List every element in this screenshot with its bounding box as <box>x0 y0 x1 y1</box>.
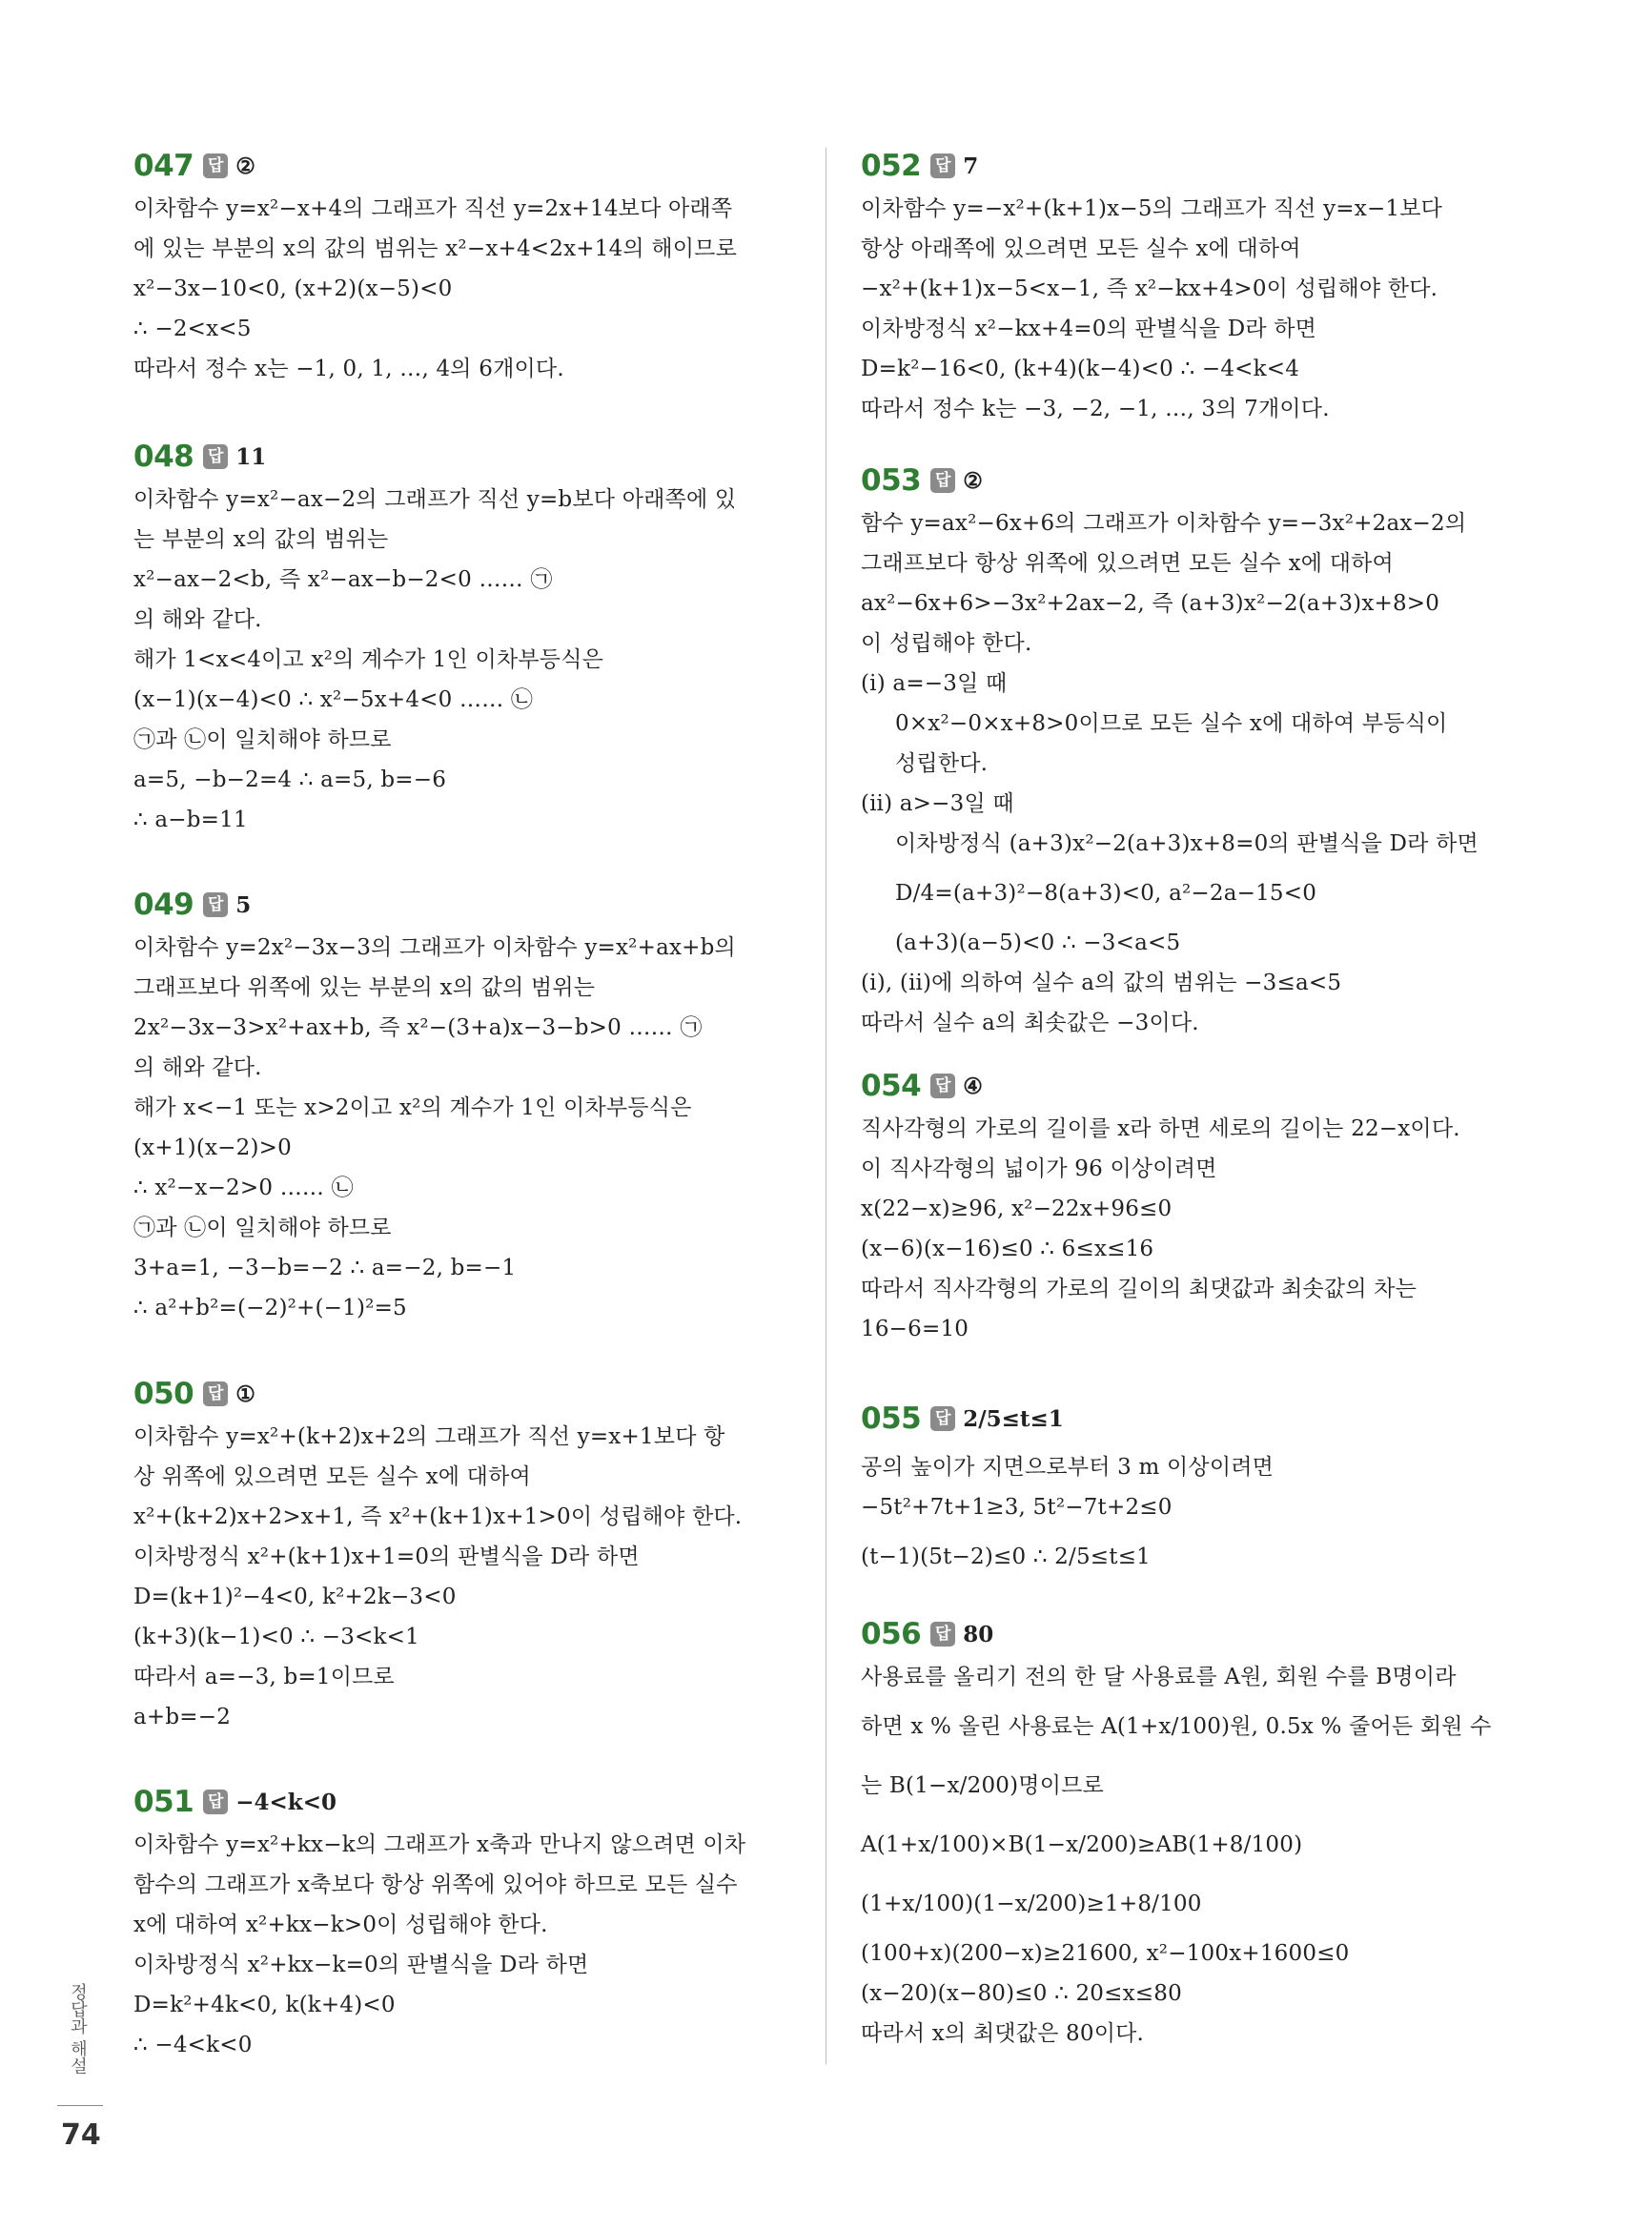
solution-line: 이차함수 y=−x²+(k+1)x−5의 그래프가 직선 y=x−1보다 <box>861 196 1443 221</box>
problem-number: 053 <box>861 463 922 498</box>
answer-badge: 답 <box>930 153 955 178</box>
solution-line: 함수의 그래프가 x축보다 항상 위쪽에 있어야 하므로 모든 실수 <box>133 1872 738 1897</box>
section-side-label: 정답과 해설 <box>68 1983 88 2075</box>
solution-line: x에 대하여 x²+kx−k>0이 성립해야 한다. <box>133 1913 548 1937</box>
solution-line: x(22−x)≥96, x²−22x+96≤0 <box>861 1197 1173 1221</box>
solution-line: A(1+x/100)×B(1−x/200)≥AB(1+8/100) <box>861 1832 1303 1857</box>
answer-badge: 답 <box>203 1381 228 1406</box>
solution-line: ax²−6x+6>−3x²+2ax−2, 즉 (a+3)x²−2(a+3)x+8>0 <box>861 591 1440 616</box>
solution-line: x²−3x−10<0, (x+2)(x−5)<0 <box>133 276 453 301</box>
solution-line: D=(k+1)²−4<0, k²+2k−3<0 <box>133 1585 457 1609</box>
problem-number: 055 <box>861 1401 922 1436</box>
problem-header <box>861 458 1528 503</box>
solution-line: 따라서 x의 최댓값은 80이다. <box>861 2021 1145 2046</box>
solution-line: 의 해와 같다. <box>133 1055 262 1080</box>
solution-line: ∴ −2<x<5 <box>133 317 252 341</box>
solution-line: 이차함수 y=x²−ax−2의 그래프가 직선 y=b보다 아래쪽에 있 <box>133 487 737 512</box>
problem-header <box>133 434 791 480</box>
answer-badge: 답 <box>930 468 955 493</box>
solution-line: (a+3)(a−5)<0 ∴ −3<a<5 <box>895 931 1181 955</box>
solution-line: (t−1)(5t−2)≤0 ∴ 2/5≤t≤1 <box>861 1545 1152 1569</box>
answer-badge: 답 <box>203 444 228 469</box>
solution-line: 따라서 실수 a의 최솟값은 −3이다. <box>861 1011 1199 1035</box>
problem-052 <box>861 143 1528 429</box>
solution-line: 이 직사각형의 넓이가 96 이상이려면 <box>861 1156 1217 1181</box>
problem-056 <box>861 1611 1528 2054</box>
problem-number: 052 <box>861 149 922 183</box>
solution-line: 해가 1<x<4이고 x²의 계수가 1인 이차부등식은 <box>133 647 604 672</box>
solution-line: (x−6)(x−16)≤0 ∴ 6≤x≤16 <box>861 1237 1154 1261</box>
answer-value: 2/5≤t≤1 <box>963 1405 1064 1432</box>
solution-line: ㉠과 ㉡이 일치해야 하므로 <box>133 1216 392 1240</box>
solution-line: 해가 x<−1 또는 x>2이고 x²의 계수가 1인 이차부등식은 <box>133 1095 692 1120</box>
solution-line: ∴ a²+b²=(−2)²+(−1)²=5 <box>133 1296 407 1320</box>
footer-rule <box>57 2105 103 2106</box>
solution-line: 는 B(1−x/200)명이므로 <box>861 1773 1104 1798</box>
solution-line: ∴ x²−x−2>0 …… ㉡ <box>133 1176 354 1200</box>
answer-value: 80 <box>963 1621 994 1647</box>
problem-050 <box>133 1371 791 1737</box>
problem-number: 054 <box>861 1069 922 1103</box>
solution-line: (x−1)(x−4)<0 ∴ x²−5x+4<0 …… ㉡ <box>133 687 534 712</box>
solution-line: 이 성립해야 한다. <box>861 631 1032 656</box>
solution-line: −x²+(k+1)x−5<x−1, 즉 x²−kx+4>0이 성립해야 한다. <box>861 276 1438 301</box>
problem-number: 056 <box>861 1617 922 1651</box>
solution-line: 함수 y=ax²−6x+6의 그래프가 이차함수 y=−3x²+2ax−2의 <box>861 511 1467 536</box>
solution-line: 상 위쪽에 있으려면 모든 실수 x에 대하여 <box>133 1464 531 1489</box>
solution-line: x²−ax−2<b, 즉 x²−ax−b−2<0 …… ㉠ <box>133 567 553 592</box>
solution-line: (100+x)(200−x)≥21600, x²−100x+1600≤0 <box>861 1941 1350 1966</box>
answer-badge: 답 <box>930 1406 955 1431</box>
answer-value: −4<k<0 <box>235 1789 337 1815</box>
solution-line: ∴ a−b=11 <box>133 808 248 832</box>
solution-line: 성립한다. <box>895 751 989 776</box>
solution-line: 그래프보다 위쪽에 있는 부분의 x의 값의 범위는 <box>133 975 596 1000</box>
solution-line: 항상 아래쪽에 있으려면 모든 실수 x에 대하여 <box>861 236 1301 261</box>
solution-line: 따라서 a=−3, b=1이므로 <box>133 1665 395 1689</box>
problem-053 <box>861 458 1528 1043</box>
solution-line: (ⅰ) a=−3일 때 <box>861 671 1008 696</box>
solution-line: 따라서 정수 k는 −3, −2, −1, …, 3의 7개이다. <box>861 397 1330 421</box>
solution-line: 에 있는 부분의 x의 값의 범위는 x²−x+4<2x+14의 해이므로 <box>133 236 738 261</box>
page-number: 74 <box>61 2118 101 2152</box>
answer-badge: 답 <box>203 892 228 917</box>
problem-047 <box>133 143 791 389</box>
solution-line: D=k²−16<0, (k+4)(k−4)<0 ∴ −4<k<4 <box>861 357 1300 381</box>
problem-header <box>861 143 1528 189</box>
solution-line: (ⅱ) a>−3일 때 <box>861 791 1014 816</box>
answer-badge: 답 <box>930 1622 955 1647</box>
solution-line: a=5, −b−2=4 ∴ a=5, b=−6 <box>133 767 447 792</box>
answer-value: 7 <box>963 153 979 179</box>
problem-number: 050 <box>133 1377 194 1411</box>
answer-value: ④ <box>963 1073 983 1099</box>
solution-line: 공의 높이가 지면으로부터 3 m 이상이려면 <box>861 1455 1275 1480</box>
solution-line: (1+x/100)(1−x/200)≥1+8/100 <box>861 1892 1202 1916</box>
answer-value: ① <box>235 1381 255 1407</box>
solution-line: 이차방정식 x²+(k+1)x+1=0의 판별식을 D라 하면 <box>133 1545 640 1569</box>
problem-number: 048 <box>133 440 194 474</box>
solution-line: ㉠과 ㉡이 일치해야 하므로 <box>133 727 392 752</box>
solution-line: D/4=(a+3)²−8(a+3)<0, a²−2a−15<0 <box>895 881 1317 906</box>
problem-header <box>133 143 791 189</box>
solution-line: 이차방정식 x²−kx+4=0의 판별식을 D라 하면 <box>861 317 1317 341</box>
solution-line: 16−6=10 <box>861 1317 969 1341</box>
solution-line: 이차함수 y=x²+(k+2)x+2의 그래프가 직선 y=x+1보다 항 <box>133 1424 725 1449</box>
answer-value: 11 <box>235 443 267 470</box>
problem-header <box>861 1063 1528 1109</box>
solution-line: 이차함수 y=2x²−3x−3의 그래프가 이차함수 y=x²+ax+b의 <box>133 935 736 960</box>
problem-header <box>861 1611 1528 1657</box>
problem-051 <box>133 1779 791 2065</box>
answer-value: 5 <box>235 891 252 918</box>
answer-badge: 답 <box>203 153 228 178</box>
solution-line: 이차방정식 (a+3)x²−2(a+3)x+8=0의 판별식을 D라 하면 <box>895 831 1479 856</box>
solution-line: (x−20)(x−80)≤0 ∴ 20≤x≤80 <box>861 1981 1182 2006</box>
solution-line: 사용료를 올리기 전의 한 달 사용료를 A원, 회원 수를 B명이라 <box>861 1665 1457 1689</box>
solution-line: 3+a=1, −3−b=−2 ∴ a=−2, b=−1 <box>133 1256 517 1280</box>
problem-header <box>133 882 791 928</box>
problem-048 <box>133 434 791 840</box>
solution-line: ∴ −4<k<0 <box>133 2033 253 2057</box>
solution-line: 이차방정식 x²+kx−k=0의 판별식을 D라 하면 <box>133 1953 589 1977</box>
solution-line: 하면 x % 올린 사용료는 A(1+x/100)원, 0.5x % 줄어든 회원 수 <box>861 1714 1492 1739</box>
solution-line: 는 부분의 x의 값의 범위는 <box>133 527 389 552</box>
problem-055 <box>861 1390 1528 1586</box>
solution-line: 따라서 직사각형의 가로의 길이의 최댓값과 최솟값의 차는 <box>861 1277 1417 1301</box>
problem-049 <box>133 882 791 1328</box>
solution-line: 그래프보다 항상 위쪽에 있으려면 모든 실수 x에 대하여 <box>861 551 1394 576</box>
answer-value: ② <box>235 153 255 179</box>
answer-badge: 답 <box>930 1074 955 1098</box>
solution-line: 0×x²−0×x+8>0이므로 모든 실수 x에 대하여 부등식이 <box>895 711 1448 736</box>
solution-line: (x+1)(x−2)>0 <box>133 1135 292 1160</box>
problem-header <box>861 1390 1528 1447</box>
solution-line: 2x²−3x−3>x²+ax+b, 즉 x²−(3+a)x−3−b>0 …… ㉠ <box>133 1015 703 1040</box>
problem-header <box>133 1371 791 1417</box>
solution-line: a+b=−2 <box>133 1705 232 1729</box>
problem-number: 047 <box>133 149 194 183</box>
solution-line: 이차함수 y=x²+kx−k의 그래프가 x축과 만나지 않으려면 이차 <box>133 1832 746 1857</box>
answer-badge: 답 <box>203 1790 228 1814</box>
solution-line: 이차함수 y=x²−x+4의 그래프가 직선 y=2x+14보다 아래쪽 <box>133 196 733 221</box>
solution-line: (ⅰ), (ⅱ)에 의하여 실수 a의 값의 범위는 −3≤a<5 <box>861 971 1342 995</box>
solution-line: 의 해와 같다. <box>133 607 262 632</box>
solution-line: D=k²+4k<0, k(k+4)<0 <box>133 1993 396 2017</box>
solution-line: −5t²+7t+1≥3, 5t²−7t+2≤0 <box>861 1495 1173 1520</box>
problem-054 <box>861 1063 1528 1349</box>
problem-number: 051 <box>133 1785 194 1819</box>
problem-header <box>133 1779 791 1825</box>
problem-number: 049 <box>133 888 194 922</box>
solution-line: (k+3)(k−1)<0 ∴ −3<k<1 <box>133 1625 419 1649</box>
solution-line: x²+(k+2)x+2>x+1, 즉 x²+(k+1)x+1>0이 성립해야 한다. <box>133 1504 743 1529</box>
solution-line: 따라서 정수 x는 −1, 0, 1, …, 4의 6개이다. <box>133 357 564 381</box>
solution-line: 직사각형의 가로의 길이를 x라 하면 세로의 길이는 22−x이다. <box>861 1116 1460 1141</box>
answer-value: ② <box>963 467 983 494</box>
